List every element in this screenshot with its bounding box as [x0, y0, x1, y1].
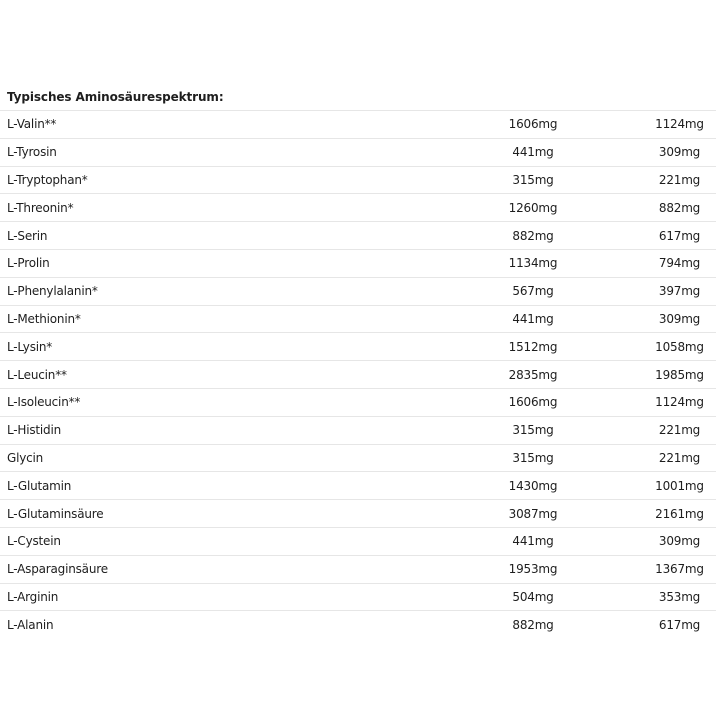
amount-column-2: 617mg	[658, 617, 701, 632]
amount-column-2: 309mg	[658, 145, 701, 160]
amount-column-1: 504mg	[512, 589, 554, 604]
amount-column-1: 2835mg	[508, 367, 558, 382]
section-heading: Typisches Aminosäurespektrum:	[7, 90, 224, 104]
table-row	[0, 222, 716, 250]
amino-acid-name: L-Leucin**	[7, 367, 67, 382]
amount-column-2: 309mg	[658, 534, 701, 549]
amount-column-1: 441mg	[512, 145, 554, 160]
table-row	[0, 138, 716, 166]
amount-column-1: 3087mg	[508, 506, 558, 521]
amino-acid-table	[0, 110, 716, 639]
amino-acid-name: L-Tyrosin	[7, 145, 57, 160]
amount-column-1: 441mg	[512, 534, 554, 549]
amount-column-1: 315mg	[512, 172, 554, 187]
table-row	[0, 111, 716, 139]
amount-column-1: 1260mg	[508, 200, 558, 215]
amino-acid-name: L-Histidin	[7, 423, 62, 438]
table-row	[0, 611, 716, 639]
amount-column-1: 1953mg	[508, 562, 558, 577]
amount-column-2: 1001mg	[655, 478, 704, 493]
amount-column-2: 1124mg	[655, 395, 704, 410]
amount-column-2: 309mg	[658, 311, 701, 326]
amino-acid-name: L-Cystein	[7, 534, 61, 549]
amount-column-1: 315mg	[512, 423, 554, 438]
amount-column-1: 315mg	[512, 450, 554, 465]
amino-acid-name: L-Phenylalanin*	[7, 284, 98, 299]
amount-column-1: 441mg	[512, 311, 554, 326]
amount-column-2: 221mg	[658, 423, 701, 438]
amino-acid-name: L-Prolin	[7, 256, 50, 271]
amount-column-1: 1606mg	[508, 117, 558, 132]
amino-acid-name: L-Glutaminsäure	[7, 506, 104, 521]
amino-acid-name: L-Valin**	[7, 117, 57, 132]
amount-column-2: 353mg	[658, 589, 701, 604]
table-row	[0, 361, 716, 389]
amount-column-2: 794mg	[658, 256, 701, 271]
table-row	[0, 305, 716, 333]
amino-acid-name: L-Threonin*	[7, 200, 74, 215]
amino-acid-name: L-Asparaginsäure	[7, 562, 108, 577]
amount-column-1: 1430mg	[508, 478, 558, 493]
amount-column-2: 221mg	[658, 172, 701, 187]
amount-column-1: 567mg	[512, 284, 554, 299]
amino-acid-name: L-Alanin	[7, 617, 54, 632]
amount-column-1: 882mg	[512, 617, 554, 632]
amino-acid-name: Glycin	[7, 450, 44, 465]
amount-column-1: 1134mg	[508, 256, 558, 271]
table-row	[0, 277, 716, 305]
amount-column-1: 1512mg	[508, 339, 558, 354]
amount-column-2: 1367mg	[655, 562, 704, 577]
table-row	[0, 388, 716, 416]
table-row	[0, 333, 716, 361]
amino-acid-name: L-Lysin*	[7, 339, 53, 354]
amount-column-2: 882mg	[658, 200, 701, 215]
amount-column-2: 617mg	[658, 228, 701, 243]
amount-column-2: 397mg	[658, 284, 701, 299]
table-row	[0, 583, 716, 611]
amino-acid-name: L-Arginin	[7, 589, 59, 604]
amino-acid-name: L-Methionin*	[7, 311, 81, 326]
table-row	[0, 555, 716, 583]
amino-acid-name: L-Serin	[7, 228, 48, 243]
table-row	[0, 194, 716, 222]
amount-column-2: 1985mg	[655, 367, 704, 382]
table-row	[0, 166, 716, 194]
amount-column-2: 2161mg	[655, 506, 704, 521]
table-row	[0, 500, 716, 528]
amount-column-1: 882mg	[512, 228, 554, 243]
table-row	[0, 249, 716, 277]
amount-column-2: 221mg	[658, 450, 701, 465]
table-row	[0, 527, 716, 555]
amino-acid-section	[0, 86, 716, 639]
amino-acid-table-body	[0, 111, 716, 639]
table-row	[0, 472, 716, 500]
amount-column-2: 1124mg	[655, 117, 704, 132]
amino-acid-name: L-Glutamin	[7, 478, 72, 493]
amount-column-2: 1058mg	[655, 339, 704, 354]
table-row	[0, 444, 716, 472]
amino-acid-name: L-Isoleucin**	[7, 395, 81, 410]
table-row	[0, 416, 716, 444]
amino-acid-name: L-Tryptophan*	[7, 172, 88, 187]
amount-column-1: 1606mg	[508, 395, 558, 410]
